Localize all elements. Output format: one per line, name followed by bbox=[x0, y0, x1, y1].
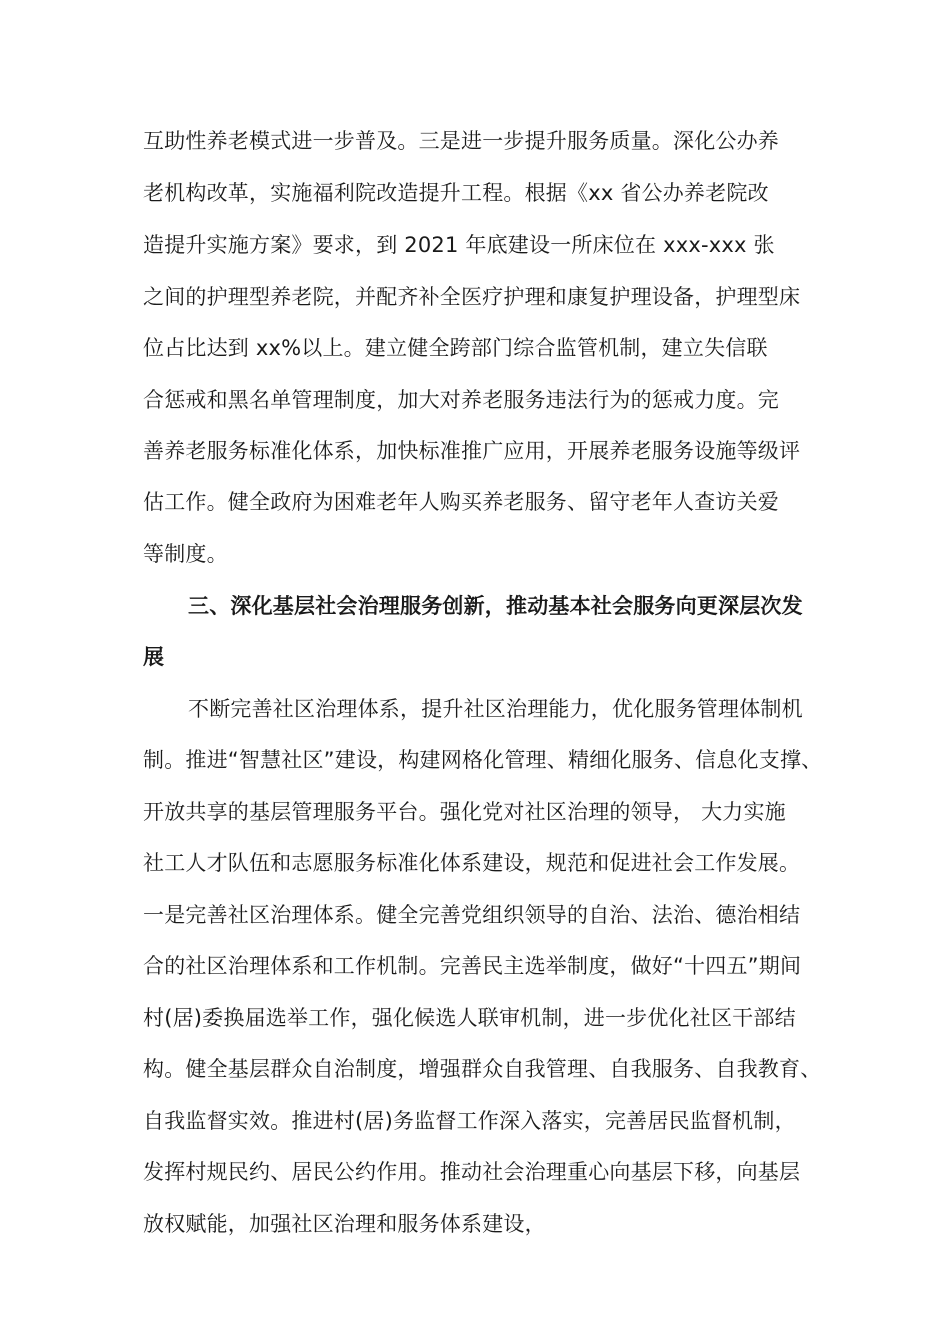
paragraph-line: 互助性养老模式进一步普及。三是进一步提升服务质量。深化公办养 bbox=[143, 129, 779, 153]
section-heading-continued: 展 bbox=[143, 645, 165, 669]
paragraph-line: 估工作。健全政府为困难老年人购买养老服务、留守老年人查访关爱 bbox=[143, 490, 779, 514]
paragraph-line: 构。健全基层群众自治制度，增强群众自我管理、自我服务、自我教育、 bbox=[143, 1057, 822, 1081]
paragraph-line: 合惩戒和黑名单管理制度，加大对养老服务违法行为的惩戒力度。完 bbox=[143, 388, 779, 412]
paragraph-line: 一是完善社区治理体系。健全完善党组织领导的自治、法治、德治相结 bbox=[143, 903, 801, 927]
paragraph-line: 位占比达到 xx%以上。建立健全跨部门综合监管机制，建立失信联 bbox=[143, 336, 768, 360]
paragraph-line: 不断完善社区治理体系，提升社区治理能力，优化服务管理体制机 bbox=[188, 697, 803, 721]
section-heading: 三、深化基层社会治理服务创新，推动基本社会服务向更深层次发 bbox=[188, 594, 803, 618]
paragraph-line: 制。推进“智慧社区”建设，构建网格化管理、精细化服务、信息化支撑、 bbox=[143, 748, 823, 772]
paragraph-line: 合的社区治理体系和工作机制。完善民主选举制度，做好“十四五”期间 bbox=[143, 954, 802, 978]
paragraph-line: 造提升实施方案》要求，到 2021 年底建设一所床位在 xxx-xxx 张 bbox=[143, 233, 775, 257]
paragraph-line: 善养老服务标准化体系，加快标准推广应用，开展养老服务设施等级评 bbox=[143, 439, 801, 463]
paragraph-line: 社工人才队伍和志愿服务标准化体系建设，规范和促进社会工作发展。 bbox=[143, 851, 801, 875]
paragraph-line: 自我监督实效。推进村(居)务监督工作深入落实，完善居民监督机制， bbox=[143, 1109, 796, 1133]
paragraph-line: 之间的护理型养老院，并配齐补全医疗护理和康复护理设备，护理型床 bbox=[143, 285, 801, 309]
paragraph-line: 发挥村规民约、居民公约作用。推动社会治理重心向基层下移，向基层 bbox=[143, 1160, 801, 1184]
paragraph-line: 老机构改革，实施福利院改造提升工程。根据《xx 省公办养老院改 bbox=[143, 181, 769, 205]
paragraph-line: 放权赋能，加强社区治理和服务体系建设， bbox=[143, 1212, 546, 1236]
paragraph-line: 等制度。 bbox=[143, 542, 228, 566]
paragraph-line: 开放共享的基层管理服务平台。强化党对社区治理的领导， 大力实施 bbox=[143, 800, 786, 824]
paragraph-line: 村(居)委换届选举工作，强化候选人联审机制，进一步优化社区干部结 bbox=[143, 1006, 796, 1030]
